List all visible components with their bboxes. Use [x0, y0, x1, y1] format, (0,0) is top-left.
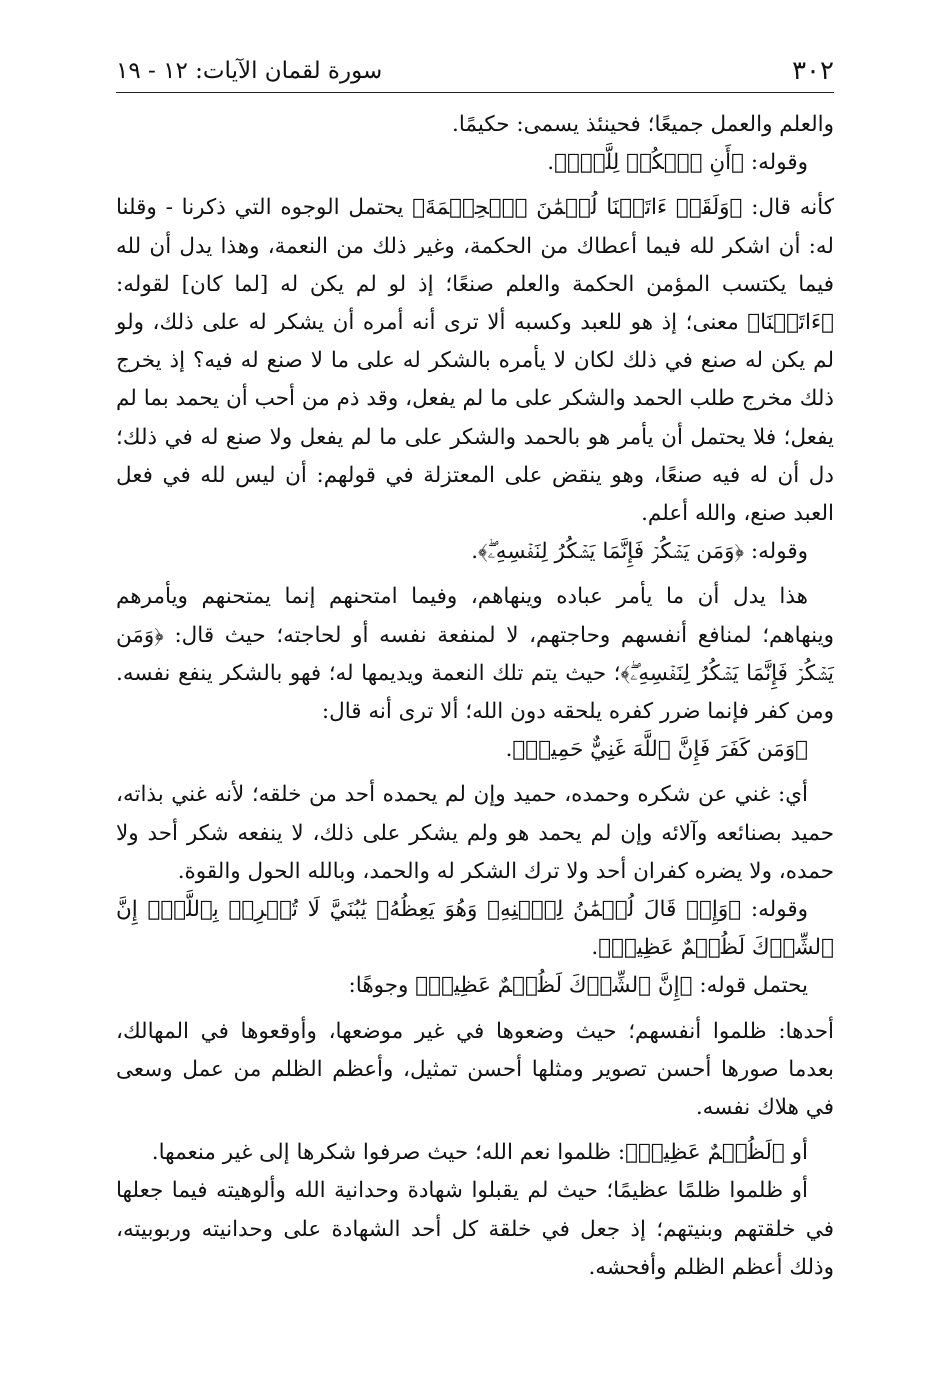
paragraph-9: أحدها: ظلموا أنفسهم؛ حيث وضعوها في غير موضعها، وأوقعوها في المهالك، بعدما صورها أحسن تصوير ومثلها أحسن تمثيل، وأعظم الظلم من عمل وسعى في هلاك نفسه. — [116, 1018, 834, 1121]
paragraph-4: وقوله: ﴿وَمَن يَشۡكُرۡ فَإِنَّمَا يَشۡكُرُ لِنَفۡسِهِۦۖ﴾. — [471, 539, 808, 565]
paragraph-5: هذا يدل أن ما يأمر عباده وينهاهم، وفيما امتحنهم إنما يمتحنهم ويأمرهم وينهاهم؛ لمنافع أنفسهم وحاجتهم، لا لمنفعة نفسه أو لحاجته؛ حيث قال: ﴿وَمَن يَشۡكُرۡ فَإِنَّمَا يَشۡكُرُ لِنَفۡسِهِۦۖ﴾؛ حيث يتم تلك النعمة ويديمها له؛ فهو بالشكر ينفع نفسه. ومن كفر فإنما ضرر كفره يلحقه دون الله؛ ألا ترى أنه قال: — [116, 584, 834, 725]
paragraph-6: أي: غني عن شكره وحمده، حميد وإن لم يحمده أحد من خلقه؛ لأنه غني بذاته، حميد بصنائعه وآلائه وإن لم يحمد هو ولم يشكر على ذلك، لا ينفعه شكر أحد ولا حمده، ولا يضره كفران أحد ولا ترك الشكر له والحمد، وبالله الحول والقوة. — [116, 782, 834, 884]
paragraph-7: وقوله: ﴿وَإِذۡ قَالَ لُقۡمَٰنُ لِٱبۡنِهِۦ وَهُوَ يَعِظُهُۥ يَٰبُنَيَّ لَا تُشۡرِكۡ بِٱللَّهِۖ إِنَّ ٱلشِّرۡكَ لَظُلۡمٌ عَظِيمٞ﴾. — [116, 897, 834, 961]
header-rule — [116, 92, 834, 93]
page-number: ٣٠٢ — [792, 56, 834, 86]
paragraph-11: أو ظلموا ظلمًا عظيمًا؛ حيث لم يقبلوا شهادة وحدانية الله وألوهيته فيما جعلها في خلقتهم وبنيتهم؛ إذ جعل في خلقة كل أحد الشهادة على وحدانيته وربوبيته، وذلك أعظم الظلم وأفحشه. — [116, 1178, 834, 1280]
paragraph-10: أو ﴿لَظُلۡمٌ عَظِيمٞ﴾: ظلموا نعم الله؛ حيث صرفوا شكرها إلى غير منعمها. — [151, 1140, 808, 1166]
paragraph-8: يحتمل قوله: ﴿إِنَّ ٱلشِّرۡكَ لَظُلۡمٌ عَظِيمٞ﴾ وجوهًا: — [348, 973, 808, 999]
paragraph-1: والعلم والعمل جميعًا؛ فحينئذ يسمى: حكيمًا. — [452, 112, 834, 137]
running-title: سورة لقمان الآيات: ١٢ - ١٩ — [116, 58, 383, 84]
page-header — [116, 52, 834, 92]
verse-quote: ﴿وَمَن كَفَرَ فَإِنَّ ٱللَّهَ غَنِيٌّ حَمِيدٞ﴾. — [505, 737, 808, 763]
page-body — [116, 106, 834, 1287]
paragraph-2: وقوله: ﴿أَنِ ٱشۡكُرۡ لِلَّهِۚ﴾. — [547, 150, 808, 176]
paragraph-3: كأنه قال: ﴿وَلَقَدۡ ءَاتَيۡنَا لُقۡمَٰنَ ٱلۡحِكۡمَةَ﴾ يحتمل الوجوه التي ذكرنا - وقلنا له: أن اشكر لله فيما أعطاك من الحكمة، وغير ذلك من النعمة، وهذا يدل أن لله فيما يكتسب المؤمن الحكمة والعلم صنعًا؛ إذ لو لم يكن له [لما كان] لقوله: ﴿ءَاتَيۡنَا﴾ معنى؛ إذ هو للعبد وكسبه ألا ترى أنه أمره أن يشكر له على ذلك، ولو لم يكن له صنع في ذلك لكان لا يأمره بالشكر له على ما لا صنع له فيه؟ إذ يخرج ذلك مخرج طلب الحمد والشكر على ما لم يفعل، وقد ذم من أحب أن يحمد بما لم يفعل؛ فلا يحتمل أن يأمر هو بالحمد والشكر على ما لم يفعل ولا صنع له في ذلك؛ دل أن له فيه صنعًا، وهو ينقض على المعتزلة في قولهم: أن ليس لله في فعل العبد صنع، والله أعلم. — [116, 195, 834, 527]
